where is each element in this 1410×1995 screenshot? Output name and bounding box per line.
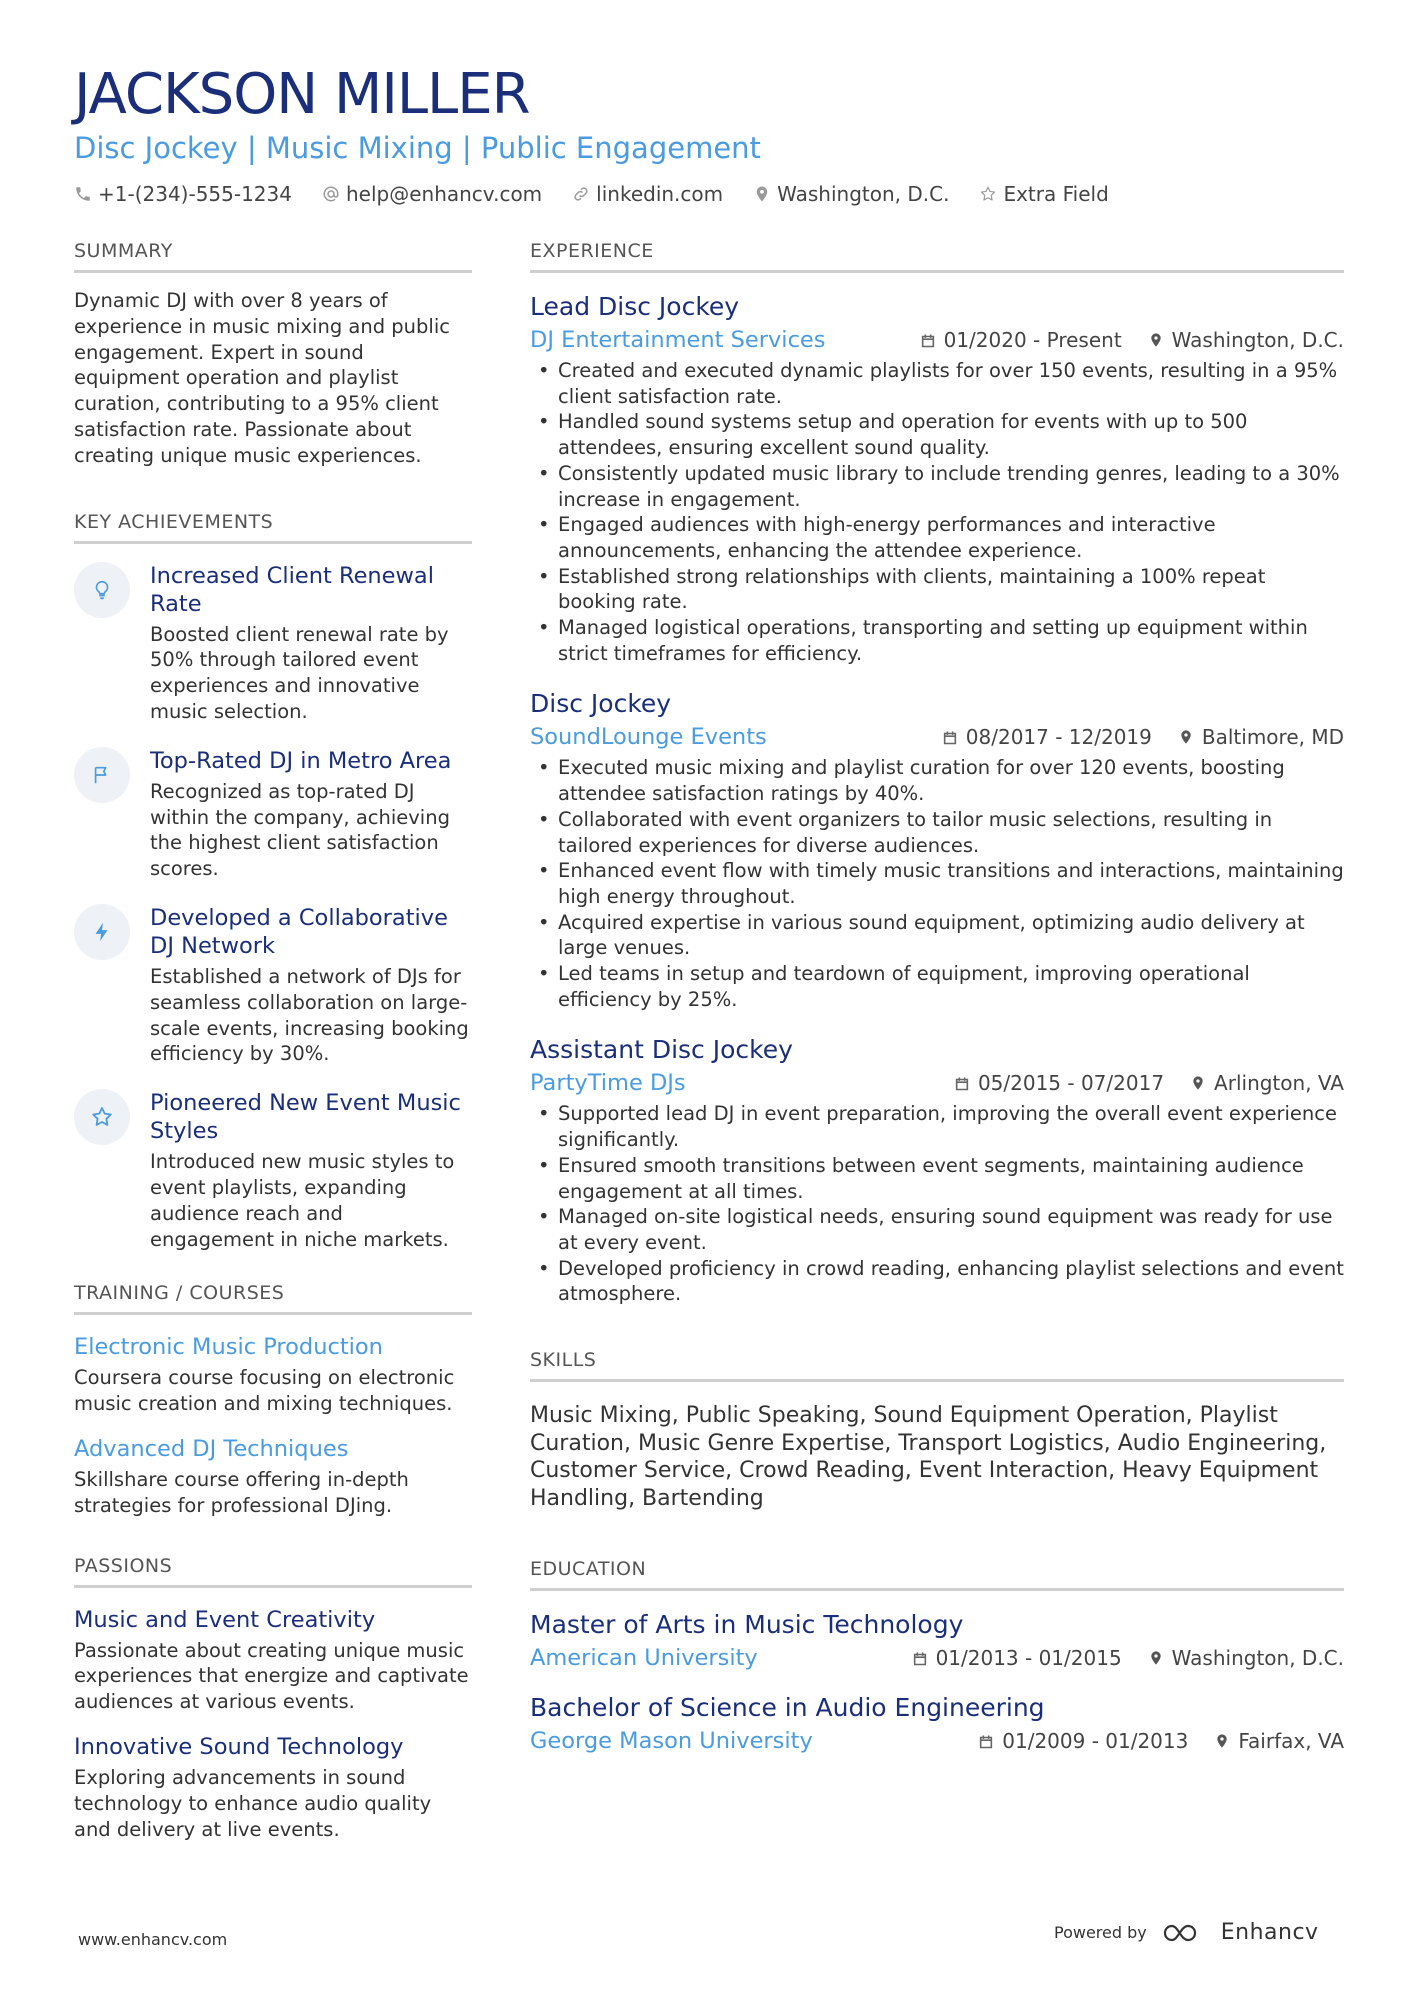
school-name: American University [530,1645,758,1672]
course-item [74,1333,472,1417]
job-bullet: • Created and executed dynamic playlists for over 150 events, resulting in a 95% client satisfaction rate. [530,358,1344,409]
school-name: George Mason University [530,1728,813,1755]
passion-item [74,1606,472,1715]
summary-heading: SUMMARY [74,238,472,273]
education-heading: EDUCATION [530,1556,1344,1591]
skills-text: Music Mixing, Public Speaking, Sound Equipment Operation, Playlist Curation, Music Genre Expertise, Transport Logistics, Audio Engineering, Customer Service, Crowd Reading, Event Interaction, Heavy Equipment Handling, Bartending [530,1403,1327,1511]
job-bullet: • Engaged audiences with high-energy performances and interactive announcements, enhancing the attendee experience. [530,512,1344,563]
linkedin-text[interactable]: linkedin.com [596,182,724,206]
education-entry [530,1609,1344,1672]
achievement-text: Introduced new music styles to event playlists, expanding audience reach and engagement in niche markets. [150,1150,455,1251]
company-name: DJ Entertainment Services [530,327,826,353]
course-text: Skillshare course offering in-depth strategies for professional DJing. [74,1467,409,1517]
star-icon [74,1089,130,1145]
company-name: PartyTime DJs [530,1070,686,1097]
contact-location [753,180,949,208]
summary-section [74,238,472,469]
footer-branding [1054,1920,1319,1945]
passion-title: Music and Event Creativity [74,1606,376,1633]
calendar-icon [954,1075,970,1092]
achievement-text: Recognized as top-rated DJ within the company, achieving the highest client satisfaction scores. [150,779,450,881]
company-name: SoundLounge Events [530,724,767,751]
edu-location: Washington, D.C. [1171,1646,1344,1671]
degree-title: Master of Arts in Music Technology [530,1610,964,1640]
achievement-title: Pioneered New Event Music Styles [150,1090,461,1145]
job-bullet: • Acquired expertise in various sound equipment, optimizing audio delivery at large venues. [530,910,1344,961]
job-bullet: • Collaborated with event organizers to tailor music selections, resulting in tailored experiences for diverse audiences. [530,807,1344,858]
job-bullet: • Supported lead DJ in event preparation, improving the overall event experience significantly. [530,1101,1344,1152]
job-bullet: • Handled sound systems setup and operation for events with up to 500 attendees, ensuring excellent sound quality. [530,409,1344,460]
passion-title: Innovative Sound Technology [74,1733,404,1760]
enhancv-logo-icon [1161,1921,1207,1945]
job-bullet: • Ensured smooth transitions between event segments, maintaining audience engagement at all times. [530,1153,1344,1204]
job-bullet: • Established strong relationships with clients, maintaining a 100% repeat booking rate. [530,564,1344,615]
education-entry [530,1692,1344,1755]
job-dates: 01/2020 - Present [943,328,1122,352]
job-bullet: • Enhanced event flow with timely music transitions and interactions, maintaining high energy throughout. [530,858,1344,909]
contact-email[interactable] [322,180,542,208]
job-entry [530,688,1344,1012]
achievement-item [74,904,472,1067]
experience-section [530,238,1344,1307]
candidate-name: JACKSON MILLER [74,62,530,127]
job-dates: 05/2015 - 07/2017 [977,1071,1165,1096]
job-entry [530,1034,1344,1307]
flag-icon [74,747,130,803]
job-bullet: • Managed on-site logistical needs, ensuring sound equipment was ready for use at every event. [530,1204,1344,1255]
contact-extra [979,180,1108,208]
experience-heading: EXPERIENCE [530,238,1344,273]
calendar-icon [978,1733,994,1750]
job-bullet: • Developed proficiency in crowd reading, enhancing playlist selections and event atmosphere. [530,1256,1344,1307]
achievement-text: Boosted client renewal rate by 50% through tailored event experiences and innovative music selection. [150,622,449,723]
job-dates: 08/2017 - 12/2019 [965,725,1152,750]
at-icon [322,185,340,203]
skills-section [530,1347,1344,1512]
job-title: Assistant Disc Jockey [530,1035,793,1065]
passion-text: Passionate about creating unique music experiences that energize and captivate audiences at various events. [74,1638,469,1714]
edu-dates: 01/2009 - 01/2013 [1002,1729,1189,1754]
edu-location: Fairfax, VA [1238,1729,1344,1754]
passions-heading: PASSIONS [74,1553,472,1588]
education-section [530,1556,1344,1755]
star-outline-icon [979,185,997,203]
job-location: Arlington, VA [1214,1071,1344,1096]
job-bullet: • Managed logistical operations, transporting and setting up equipment within strict timeframes for efficiency. [530,615,1344,666]
contact-linkedin[interactable] [572,180,723,208]
footer-website[interactable]: www.enhancv.com [78,1930,228,1949]
location-pin-icon [1214,1732,1230,1750]
skills-heading: SKILLS [530,1347,1344,1382]
location-pin-icon [1148,1649,1164,1667]
achievement-title: Developed a Collaborative DJ Network [150,904,448,959]
calendar-icon [912,1650,928,1667]
location-pin-icon [1148,331,1164,349]
location-pin-icon [1190,1074,1206,1092]
location-text: Washington, D.C. [777,182,950,206]
phone-icon [74,185,92,203]
contact-phone [74,180,292,208]
training-heading: TRAINING / COURSES [74,1280,472,1315]
passions-section [74,1553,472,1843]
left-column [74,238,472,1860]
lightbulb-icon [74,562,130,618]
achievements-heading: KEY ACHIEVEMENTS [74,509,472,544]
job-location: Washington, D.C. [1171,328,1344,352]
achievement-item [74,1089,472,1252]
achievement-title: Top-Rated DJ in Metro Area [150,747,452,774]
job-location: Baltimore, MD [1201,725,1344,750]
location-pin-icon [753,185,771,203]
resume-header [74,62,1344,208]
course-text: Coursera course focusing on electronic music creation and mixing techniques. [74,1366,455,1416]
contact-bar [74,180,1344,208]
course-title: Advanced DJ Techniques [74,1435,349,1462]
achievement-item [74,747,472,882]
achievement-item [74,562,472,725]
job-bullet: • Consistently updated music library to include trending genres, leading to a 30% increase in engagement. [530,461,1344,512]
passion-text: Exploring advancements in sound technology to enhance audio quality and delivery at live events. [74,1765,432,1841]
course-item [74,1435,472,1519]
job-bullet: • Executed music mixing and playlist curation for over 120 events, boosting attendee satisfaction ratings by 40%. [530,755,1344,806]
passion-item [74,1733,472,1842]
link-icon [572,185,590,203]
training-section [74,1280,472,1518]
lightning-icon [74,904,130,960]
achievement-title: Increased Client Renewal Rate [150,562,434,617]
job-entry [530,291,1344,666]
phone-text: +1-(234)-555-1234 [98,182,292,206]
job-bullet: • Led teams in setup and teardown of equipment, improving operational efficiency by 25%. [530,961,1344,1012]
powered-by-text: Powered by [1054,1923,1147,1942]
job-title: Lead Disc Jockey [530,292,740,321]
right-column [530,238,1344,1755]
achievement-text: Established a network of DJs for seamless collaboration on large-scale events, increasing booking efficiency by 30%. [150,964,469,1066]
job-title: Disc Jockey [530,689,672,719]
extra-text: Extra Field [1003,182,1109,206]
brand-name: Enhancv [1220,1920,1319,1945]
achievements-section [74,509,472,1253]
course-title: Electronic Music Production [74,1334,383,1361]
candidate-title: Disc Jockey | Music Mixing | Public Engagement [74,131,761,165]
edu-dates: 01/2013 - 01/2015 [935,1646,1122,1671]
degree-title: Bachelor of Science in Audio Engineering [530,1693,1045,1723]
calendar-icon [920,332,936,349]
location-pin-icon [1178,728,1194,746]
email-text[interactable]: help@enhancv.com [345,182,543,206]
summary-text: Dynamic DJ with over 8 years of experience in music mixing and public engagement. Expert in sound equipment operation and playlist curation, contributing to a 95% client satisfaction rate. Passionate about creating unique music experiences. [74,289,450,467]
calendar-icon [942,729,958,746]
